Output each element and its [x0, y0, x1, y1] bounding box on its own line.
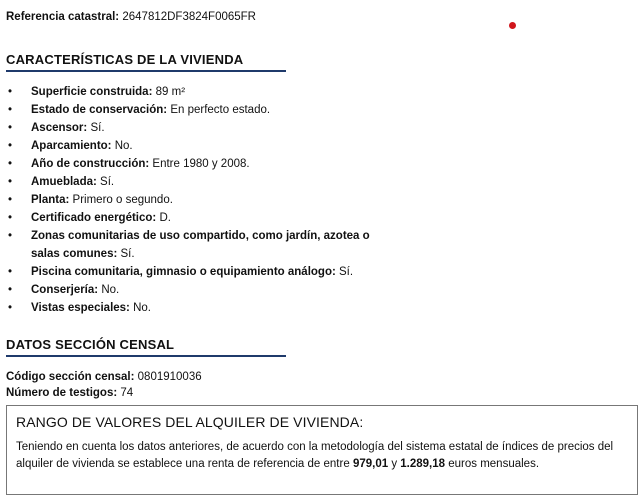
- characteristic-value: Primero o segundo.: [72, 194, 173, 206]
- censal-code-row: [6, 369, 202, 385]
- characteristic-value: Entre 1980 y 2008.: [152, 158, 250, 170]
- characteristic-value: No.: [101, 284, 120, 296]
- censal-code-label: Código sección censal:: [6, 371, 135, 383]
- characteristic-label: Conserjería:: [31, 284, 99, 296]
- bullet-icon: •: [8, 230, 13, 242]
- characteristic-item: [6, 101, 386, 119]
- bullet-icon: •: [8, 302, 13, 314]
- characteristic-label: Certificado energético:: [31, 212, 157, 224]
- section-title-caracteristicas: CARACTERÍSTICAS DE LA VIVIENDA: [6, 52, 286, 72]
- rent-min-value: 979,01: [352, 458, 389, 470]
- witnesses-row: [6, 385, 202, 401]
- characteristic-value: Sí.: [100, 176, 115, 188]
- characteristic-item: [6, 209, 386, 227]
- bullet-icon: •: [8, 266, 13, 278]
- characteristic-label: Superficie construida:: [31, 86, 153, 98]
- characteristic-item: [6, 83, 386, 101]
- characteristic-item: [6, 299, 386, 317]
- rent-range-text: [16, 439, 628, 473]
- characteristic-label: Piscina comunitaria, gimnasio o equipamiento análogo:: [31, 266, 336, 278]
- witnesses-value: 74: [120, 387, 134, 399]
- characteristic-value: D.: [159, 212, 171, 224]
- witnesses-label: Número de testigos:: [6, 387, 118, 399]
- characteristic-label: Año de construcción:: [31, 158, 150, 170]
- censal-data: [6, 369, 202, 401]
- bullet-icon: •: [8, 176, 13, 188]
- characteristic-label: Planta:: [31, 194, 70, 206]
- characteristic-label: Ascensor:: [31, 122, 88, 134]
- bullet-icon: •: [8, 86, 13, 98]
- censal-code-value: 0801910036: [137, 371, 202, 383]
- characteristic-item: [6, 173, 386, 191]
- characteristic-label: Vistas especiales:: [31, 302, 130, 314]
- characteristic-label: Amueblada:: [31, 176, 97, 188]
- characteristic-value: Sí.: [90, 122, 105, 134]
- characteristic-item: [6, 119, 386, 137]
- characteristic-item: [6, 155, 386, 173]
- bullet-icon: •: [8, 284, 13, 296]
- characteristic-item: [6, 281, 386, 299]
- cadastral-label: Referencia catastral:: [6, 11, 120, 23]
- rent-range-text-1: Teniendo en cuenta los datos anteriores, de acuerdo con la metodología del sistema estatal de índices de precios del alquiler de vivienda se establece una renta de referencia de entre: [16, 441, 614, 470]
- bullet-icon: •: [8, 140, 13, 152]
- marker-dot: [509, 22, 516, 29]
- characteristic-value: En perfecto estado.: [170, 104, 271, 116]
- bullet-icon: •: [8, 122, 13, 134]
- rent-range-text-2: euros mensuales.: [448, 458, 540, 470]
- characteristic-value: No.: [114, 140, 133, 152]
- section-title-censal: DATOS SECCIÓN CENSAL: [6, 337, 286, 357]
- bullet-icon: •: [8, 194, 13, 206]
- characteristic-label: Zonas comunitarias de uso compartido, como jardín, azotea o salas comunes:: [31, 230, 370, 260]
- cadastral-value: 2647812DF3824F0065FR: [122, 11, 256, 23]
- characteristic-value: No.: [133, 302, 151, 314]
- rent-range-box: [6, 405, 638, 495]
- characteristic-label: Estado de conservación:: [31, 104, 168, 116]
- rent-max-value: 1.289,18: [400, 458, 446, 470]
- characteristic-value: Sí.: [120, 248, 135, 260]
- characteristic-item: [6, 137, 386, 155]
- cadastral-reference: [6, 11, 256, 23]
- characteristic-item: [6, 263, 386, 281]
- bullet-icon: •: [8, 212, 13, 224]
- characteristics-list: [6, 83, 386, 317]
- bullet-icon: •: [8, 158, 13, 170]
- characteristic-item: [6, 191, 386, 209]
- characteristic-value: 89 m²: [155, 86, 186, 98]
- characteristic-item: [6, 227, 386, 263]
- bullet-icon: •: [8, 104, 13, 116]
- characteristic-value: Sí.: [339, 266, 354, 278]
- rent-connector: y: [391, 458, 398, 470]
- rent-range-title: RANGO DE VALORES DEL ALQUILER DE VIVIENDA:: [16, 414, 364, 430]
- characteristic-label: Aparcamiento:: [31, 140, 112, 152]
